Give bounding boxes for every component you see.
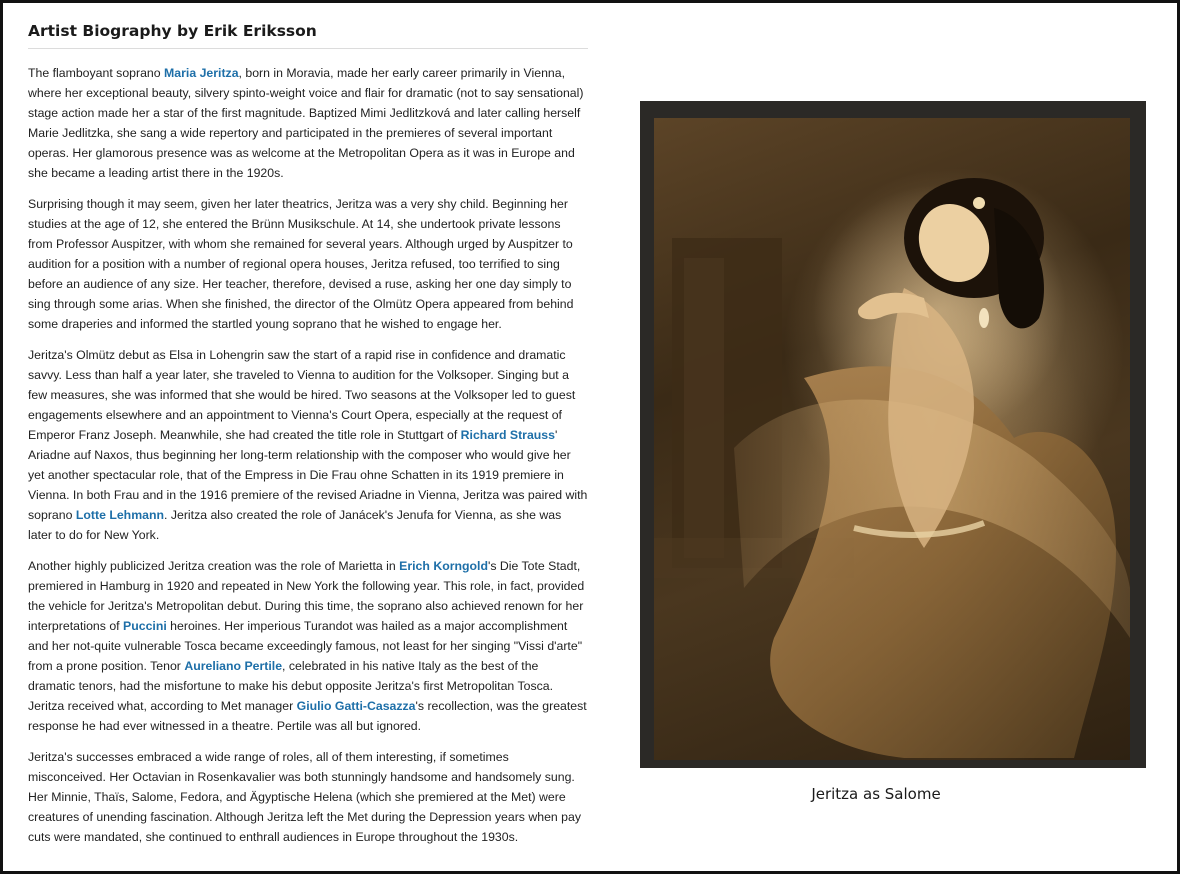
portrait-photo [654, 118, 1130, 760]
artist-link[interactable]: Lotte Lehmann [75, 508, 164, 522]
paragraph-text: 's recollection, was the greatest response he had ever witnessed in a theatre. Pertile was all but ignored. [28, 699, 587, 733]
paragraph-text: . Jeritza also created the role of Janácek's Jenufa for Vienna, as she was later to do for New York. [28, 508, 562, 542]
artist-link[interactable]: Aureliano Pertile [184, 659, 283, 673]
article-paragraph [28, 63, 588, 183]
paragraph-text: 's Die Tote Stadt, premiered in Hamburg in 1920 and repeated in New York the following year. This role, in fact, provided the vehicle for Jeritza's Metropolitan debut. During this time, the soprano also achieved renown for her interpretations of [28, 559, 585, 633]
artist-link[interactable]: Giulio Gatti-Casazza [296, 699, 416, 713]
paragraph-text: Jeritza's Olmütz debut as Elsa in Lohengrin saw the start of a rapid rise in confidence and dramatic savvy. Less than half a year later, she traveled to Vienna to audition for the Volksoper. Singing but a few measures, she was informed that she would be hired. Two seasons at the Volksoper led to guest engagements elsewhere and an appointment to Vienna's Court Opera, especially at the request of Emperor Franz Joseph. Meanwhile, she had created the title role in Stuttgart of [28, 348, 576, 442]
photo-caption: Jeritza as Salome [811, 785, 941, 803]
artist-link[interactable]: Erich Korngold [399, 559, 488, 573]
article-paragraph [28, 556, 588, 736]
paragraph-text: , celebrated in his native Italy as the best of the dramatic tenors, had the misfortune to make his debut opposite Jeritza's first Metropolitan Tosca. Jeritza received what, according to Met manager [28, 659, 553, 713]
article-paragraph [28, 345, 588, 545]
paragraph-text: The flamboyant soprano [28, 66, 165, 80]
paragraph-text: , born in Moravia, made her early career primarily in Vienna, where her exceptional beauty, silvery spinto-weight voice and flair for dramatic (not to say sensational) stage action made her a star of the first magnitude. Baptized Mimi Jedlitzková and later calling herself Marie Jedlitzka, she sang a wide repertory and participated in the premieres of several important operas. Her glamorous presence was as welcome at the Metropolitan Opera as it was in Europe and she became a leading artist there in the 1920s. [28, 66, 584, 180]
backdrop-pillar [684, 258, 724, 558]
article-title: Artist Biography by Erik Eriksson [28, 19, 588, 49]
artist-link[interactable]: Puccini [123, 619, 167, 633]
paragraph-text: Another highly publicized Jeritza creation was the role of Marietta in [28, 559, 400, 573]
article-paragraph [28, 747, 588, 847]
portrait-illustration [654, 118, 1130, 760]
earring [979, 308, 989, 328]
paragraph-text: heroines. Her imperious Turandot was hailed as a major accomplishment and her not-quite vulnerable Tosca became exceedingly famous, not least for her singing "Vissi d'arte" from a prone position. Tenor [28, 619, 583, 673]
photo-frame [640, 101, 1146, 768]
paragraph-text: Surprising though it may seem, given her later theatrics, Jeritza was a very shy child. Beginning her studies at the age of 12, she entered the Brünn Musikschule. At 14, she undertook private lessons from Professor Auspitzer, with whom she remained for several years. Although urged by Auspitzer to audition for a position with a number of regional opera houses, Jeritza refused, too terrified to sing before an audience of any size. Her teacher, therefore, devised a ruse, asking her one day simply to sing through some arias. When she finished, the director of the Olmütz Opera appeared from behind some draperies and informed the startled young soprano that he wished to engage her. [28, 197, 574, 331]
article-body [28, 63, 588, 847]
article [28, 19, 588, 858]
head-jewel [973, 197, 985, 209]
artist-link[interactable]: Maria Jeritza [164, 66, 239, 80]
article-paragraph [28, 194, 588, 334]
paragraph-text: Jeritza's successes embraced a wide range of roles, all of them interesting, if sometimes misconceived. Her Octavian in Rosenkavalier was both stunningly handsome and handsomely sung. Her Minnie, Thaïs, Salome, Fedora, and Ägyptische Helena (which she premiered at the Met) were creatures of unending fascination. Although Jeritza left the Met during the Depression years when pay cuts were mandated, she continued to enthrall audiences in Europe throughout the 1930s. [28, 750, 582, 844]
paragraph-text: ' Ariadne auf Naxos, thus beginning her long-term relationship with the composer who would give her yet another spectacular role, that of the Empress in Die Frau ohne Schatten in its 1919 premiere in Vienna. In both Frau and in the 1916 premiere of the revised Ariadne in Vienna, Jeritza was paired with soprano [28, 428, 588, 522]
artist-link[interactable]: Richard Strauss [460, 428, 555, 442]
